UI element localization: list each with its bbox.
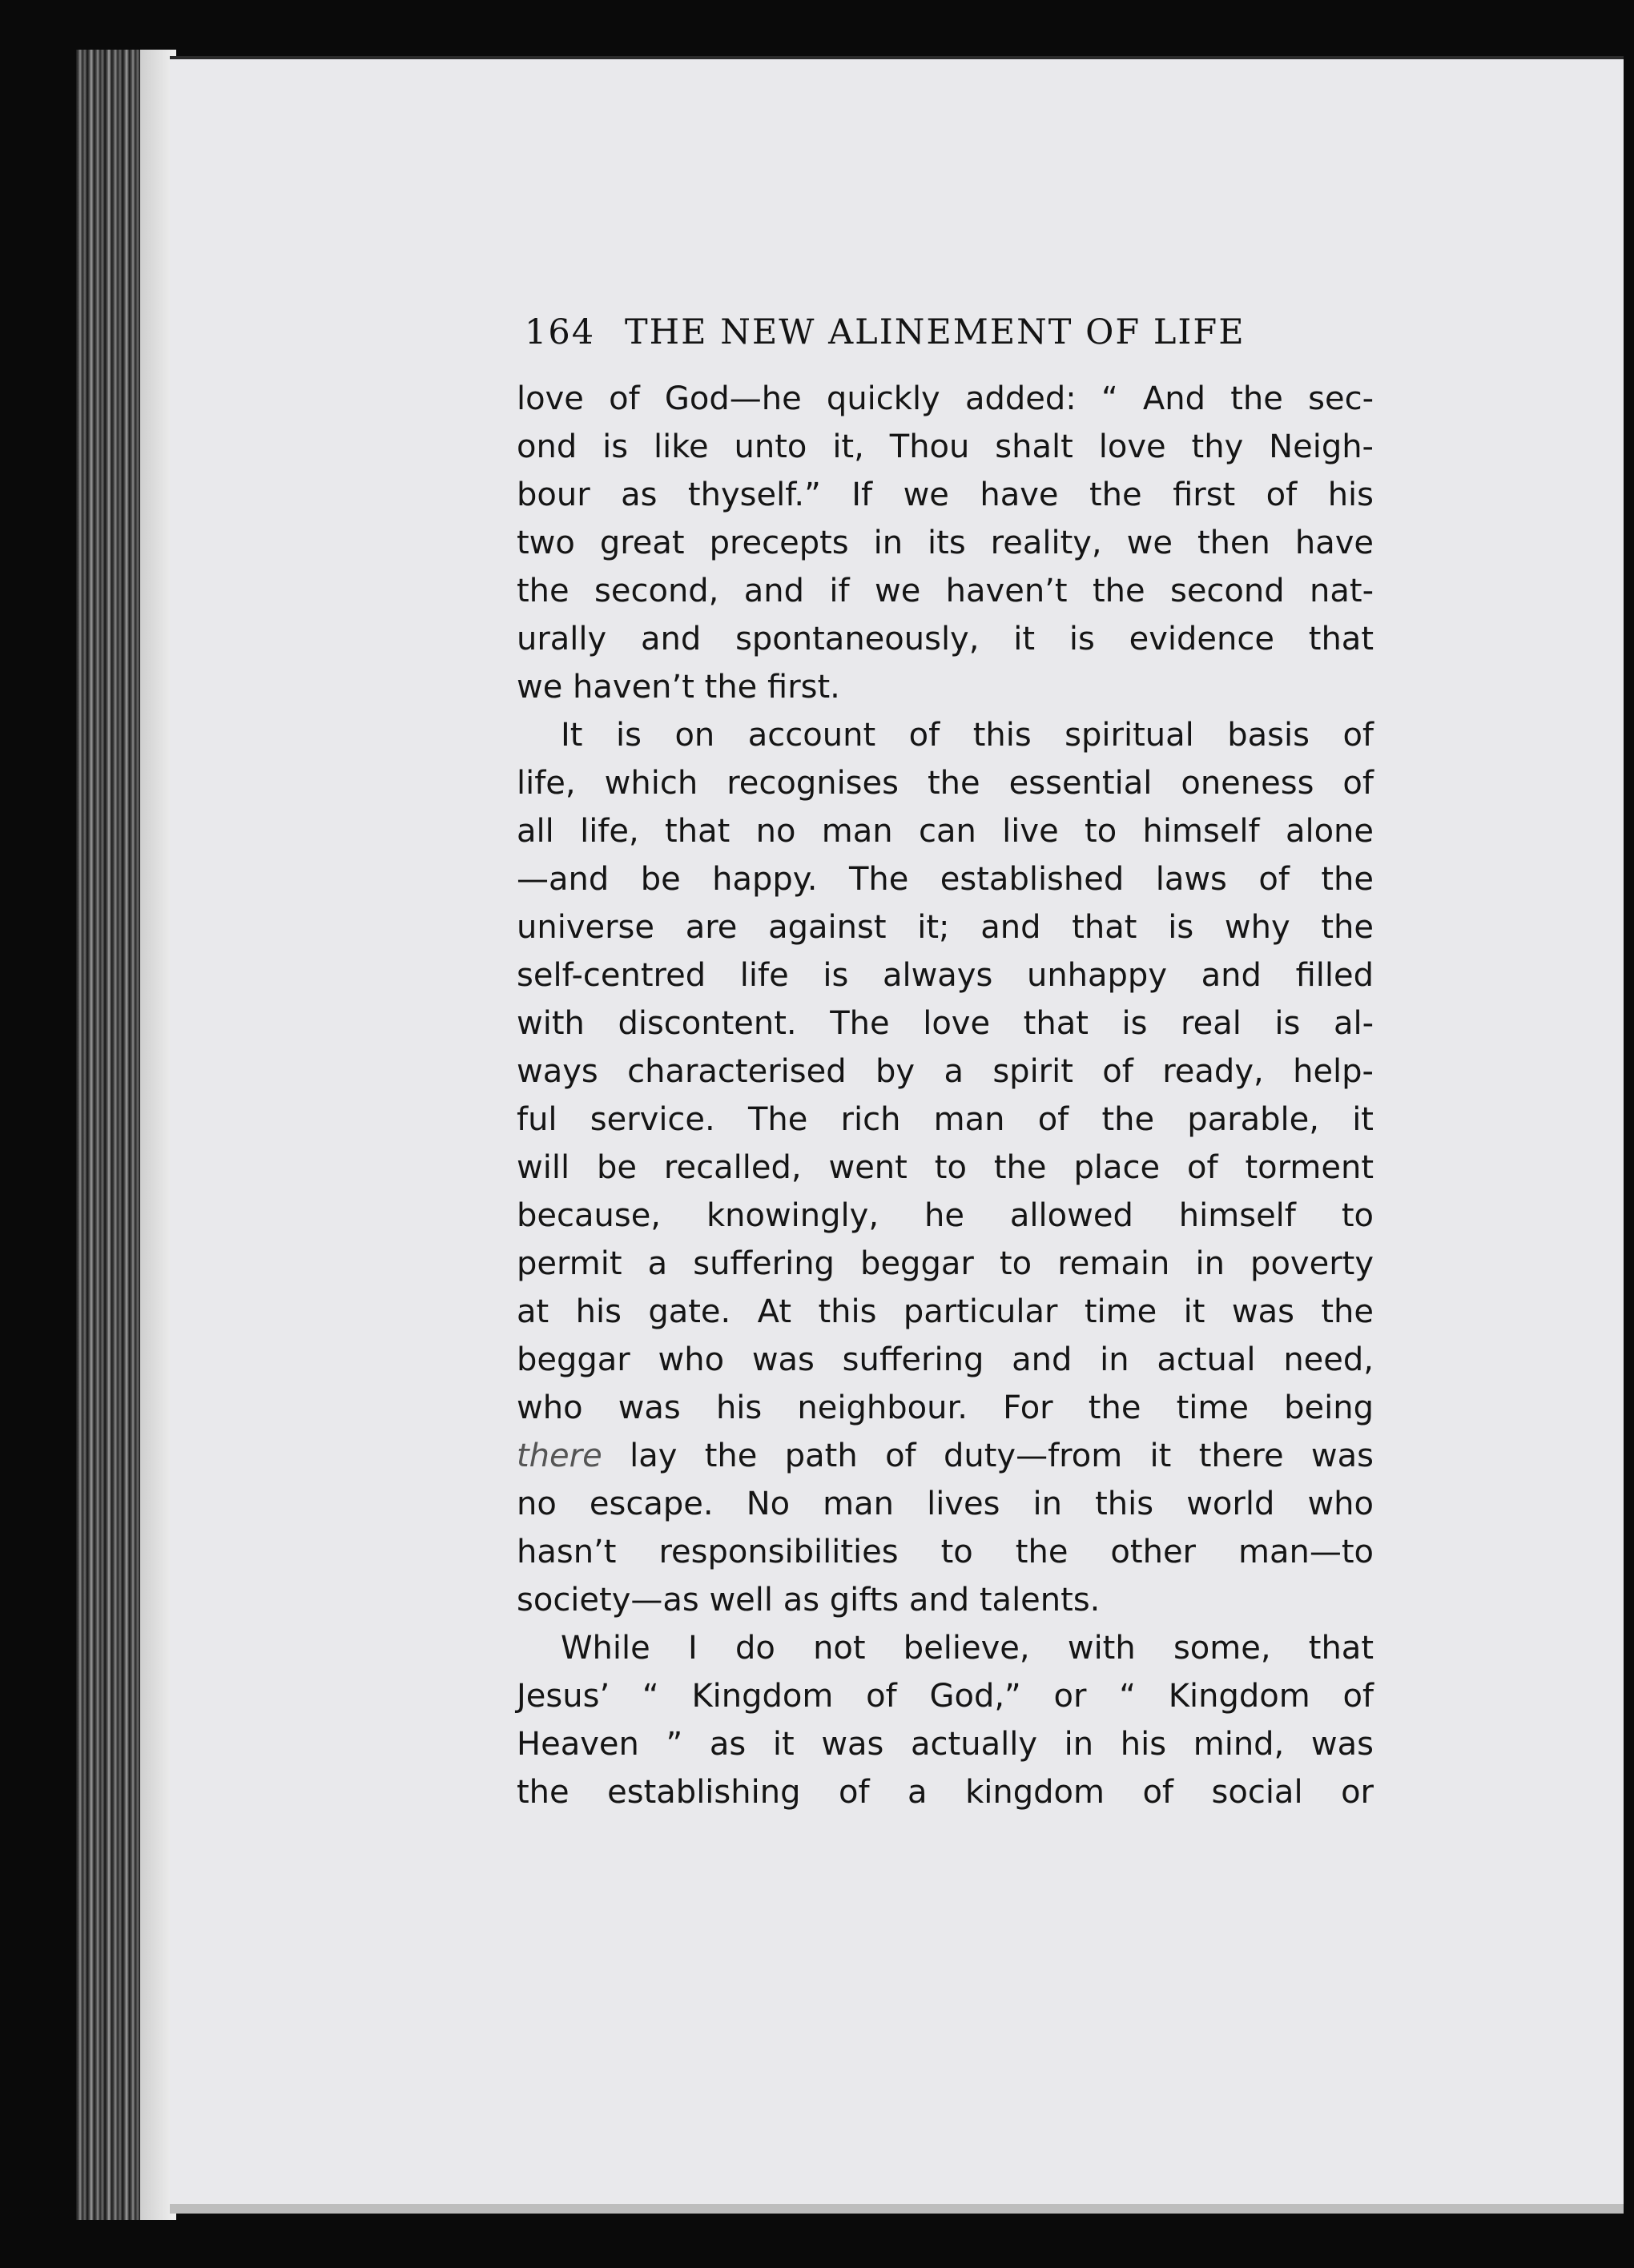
- text-line: we haven’t the first.: [517, 669, 840, 706]
- text-line: love of God—he quickly added: “ And the sec-: [517, 380, 1374, 417]
- text-line: ful service. The rich man of the parable, it: [517, 1101, 1374, 1138]
- text-line: beggar who was suffering and in actual need,: [517, 1341, 1374, 1378]
- text-line-italic-start: [517, 1432, 1374, 1480]
- text-line: with discontent. The love that is real is al-: [517, 1005, 1374, 1042]
- text-line: because, knowingly, he allowed himself to: [517, 1197, 1374, 1234]
- text-line: the establishing of a kingdom of social or: [517, 1774, 1374, 1811]
- text-line: urally and spontaneously, it is evidence that: [517, 621, 1374, 657]
- text-line: —and be happy. The established laws of the: [517, 861, 1374, 898]
- text-line: society—as well as gifts and talents.: [517, 1582, 1101, 1619]
- text-line: who was his neighbour. For the time being: [517, 1389, 1374, 1426]
- italic-word: there: [517, 1438, 602, 1474]
- text-line: Jesus’ “ Kingdom of God,” or “ Kingdom of: [517, 1678, 1374, 1715]
- text-line: hasn’t responsibilities to the other man—to: [517, 1534, 1374, 1570]
- text-line: bour as thyself.” If we have the first of his: [517, 477, 1374, 513]
- text-line: It is on account of this spiritual basis of: [561, 717, 1374, 754]
- text-line: self-centred life is always unhappy and filled: [517, 957, 1374, 994]
- text-line: all life, that no man can live to himself alone: [517, 813, 1374, 850]
- text-line: the second, and if we haven’t the second nat-: [517, 573, 1374, 609]
- text-line: no escape. No man lives in this world who: [517, 1486, 1374, 1522]
- text-line: ways characterised by a spirit of ready, help-: [517, 1053, 1374, 1090]
- text-line: will be recalled, went to the place of torment: [517, 1149, 1374, 1186]
- text-line: two great precepts in its reality, we then have: [517, 525, 1374, 561]
- text-line: permit a suffering beggar to remain in poverty: [517, 1245, 1374, 1282]
- text-line: at his gate. At this particular time it was the: [517, 1293, 1374, 1330]
- running-title: THE NEW ALINEMENT OF LIFE: [625, 312, 1246, 352]
- body-text: [517, 375, 1374, 1816]
- text-line: universe are against it; and that is why the: [517, 909, 1374, 946]
- text-line: ond is like unto it, Thou shalt love thy Neigh-: [517, 428, 1374, 465]
- text-line: Heaven ” as it was actually in his mind, was: [517, 1726, 1374, 1763]
- page-header: [525, 312, 1374, 360]
- text-line: While I do not believe, with some, that: [561, 1630, 1374, 1667]
- text-line-rest: lay the path of duty—from it there was: [602, 1438, 1374, 1474]
- text-line: life, which recognises the essential oneness of: [517, 765, 1374, 802]
- page-number: 164: [525, 312, 596, 352]
